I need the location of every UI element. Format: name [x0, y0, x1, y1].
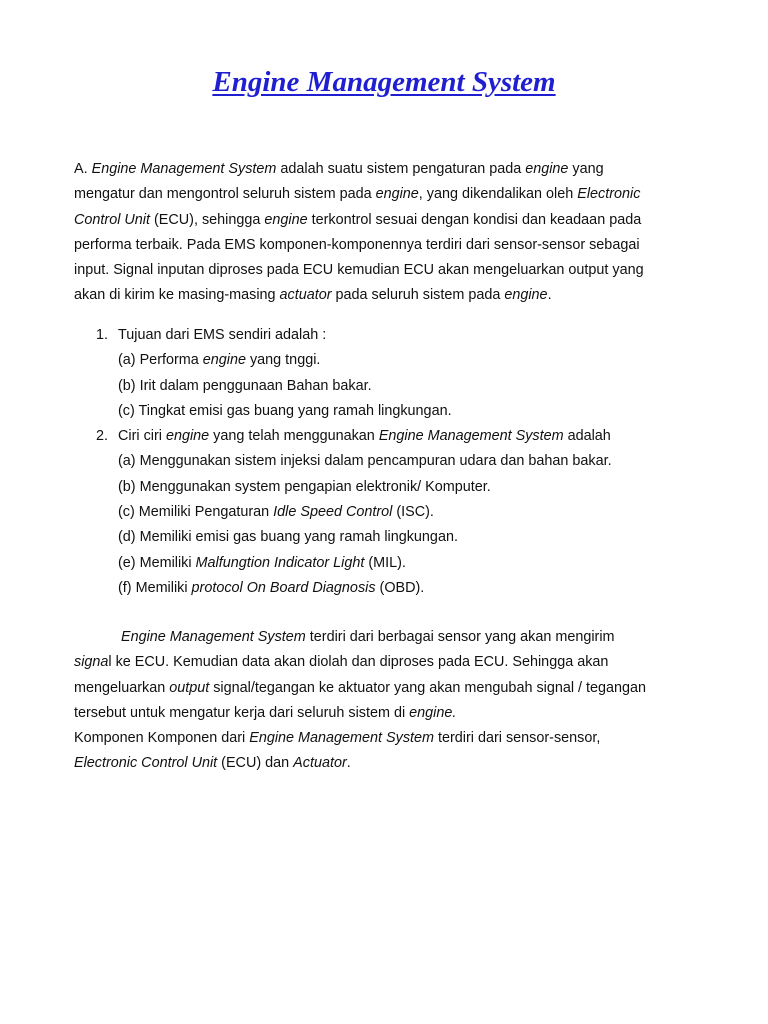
text: adalah suatu sistem pengaturan pada	[276, 161, 526, 177]
text: pada seluruh sistem pada	[331, 287, 505, 304]
text: .	[346, 755, 351, 772]
list-item-1	[96, 323, 612, 348]
list-number: 2.	[96, 428, 109, 445]
paragraph-a-line-4: performa terbaik. Pada EMS komponen-komponennya terdiri dari sensor-sensor sebagai	[74, 236, 640, 253]
text: Electronic Control Unit	[74, 755, 218, 772]
text: engine	[375, 186, 419, 203]
text: (ECU) dan	[217, 755, 294, 772]
text: output	[169, 679, 210, 696]
text: (a) Performa	[118, 352, 203, 369]
text: (c) Memiliki Pengaturan	[118, 504, 274, 521]
text: yang telah menggunakan	[209, 428, 379, 445]
paragraph-a-line-2	[74, 182, 644, 207]
list-item-1-sub-b: (b) Irit dalam penggunaan Bahan bakar.	[118, 377, 372, 394]
text: Control Unit	[74, 211, 150, 228]
list-item-1-sub-c: (c) Tingkat emisi gas buang yang ramah lingkungan.	[118, 402, 452, 419]
paragraph-a-line-5: input. Signal inputan diproses pada ECU kemudian ECU akan mengeluarkan output yang	[74, 262, 644, 279]
text: engine	[202, 352, 246, 369]
text: .	[547, 287, 552, 304]
text: Engine Management System	[91, 161, 277, 177]
paragraph-a-line-1	[74, 157, 644, 182]
text: Engine Management System	[378, 428, 564, 445]
list-item-2-sub-f	[96, 576, 612, 601]
text: Electronic	[577, 186, 641, 203]
text: akan di kirim ke masing-masing	[74, 287, 280, 304]
text: protocol On Board Diagnosis	[191, 579, 376, 596]
text: (f) Memiliki	[118, 579, 192, 596]
text: signal/tegangan ke aktuator yang akan mengubah signal / tegangan	[209, 679, 647, 696]
text: yang tnggi.	[245, 352, 321, 369]
paragraph-b-line-1	[74, 625, 646, 650]
text: engine.	[409, 704, 457, 721]
paragraph-b-line-6	[74, 751, 646, 776]
text: yang	[568, 161, 604, 177]
text: (ECU), sehingga	[149, 211, 265, 228]
text: engine	[525, 161, 569, 177]
text: (MIL).	[364, 554, 406, 571]
text: mengeluarkan	[74, 679, 170, 696]
list-item-2-sub-c	[96, 500, 612, 525]
paragraph-b-line-2	[74, 650, 646, 675]
list-number: 1.	[96, 327, 109, 343]
text: A.	[74, 161, 92, 177]
text: Ciri ciri	[118, 428, 166, 445]
text: (ISC).	[392, 504, 434, 521]
text: (OBD).	[375, 579, 425, 596]
text: engine	[504, 287, 548, 304]
text: actuator	[279, 287, 332, 304]
text: Tujuan dari EMS sendiri adalah :	[118, 327, 327, 343]
paragraph-a-line-6	[74, 283, 644, 308]
text: terdiri dari berbagai sensor yang akan mengirim	[305, 629, 615, 645]
text: terkontrol sesuai dengan kondisi dan keadaan pada	[307, 211, 642, 228]
numbered-list	[96, 323, 612, 601]
text: tersebut untuk mengatur kerja dari seluruh sistem di	[74, 704, 410, 721]
list-item-2-sub-b: (b) Menggunakan system pengapian elektronik/ Komputer.	[118, 478, 491, 495]
text: Engine Management System	[121, 629, 306, 645]
paragraph-a	[74, 157, 644, 309]
paragraph-b-line-3	[74, 676, 646, 701]
paragraph-b-line-5	[74, 726, 646, 751]
text: Engine Management System	[249, 730, 434, 747]
text: Komponen Komponen dari	[74, 730, 250, 747]
document-title: Engine Management System	[212, 66, 556, 98]
text: Malfungtion Indicator Light	[195, 554, 365, 571]
list-item-2-sub-a: (a) Menggunakan sistem injeksi dalam pencampuran udara dan bahan bakar.	[118, 453, 612, 470]
text: mengatur dan mengontrol seluruh sistem pada	[74, 186, 376, 203]
text: engine	[165, 428, 210, 445]
text: Idle Speed Control	[273, 504, 393, 521]
text: adalah	[563, 428, 611, 445]
list-item-2-sub-d: (d) Memiliki emisi gas buang yang ramah lingkungan.	[118, 529, 458, 546]
text: (e) Memiliki	[118, 554, 196, 571]
list-item-2	[96, 424, 612, 449]
text: Actuator	[293, 755, 347, 772]
paragraph-b-line-4	[74, 701, 646, 726]
text: , yang dikendalikan oleh	[418, 186, 578, 203]
paragraph-a-line-3	[74, 208, 644, 233]
text: signa	[74, 654, 109, 671]
text: l ke ECU. Kemudian data akan diolah dan diproses pada ECU. Sehingga akan	[108, 654, 609, 671]
paragraph-b	[74, 625, 646, 777]
list-item-2-sub-e	[96, 551, 612, 576]
text: engine	[264, 211, 308, 228]
text: terdiri dari sensor-sensor,	[434, 730, 601, 747]
list-item-1-sub-a	[96, 348, 612, 373]
